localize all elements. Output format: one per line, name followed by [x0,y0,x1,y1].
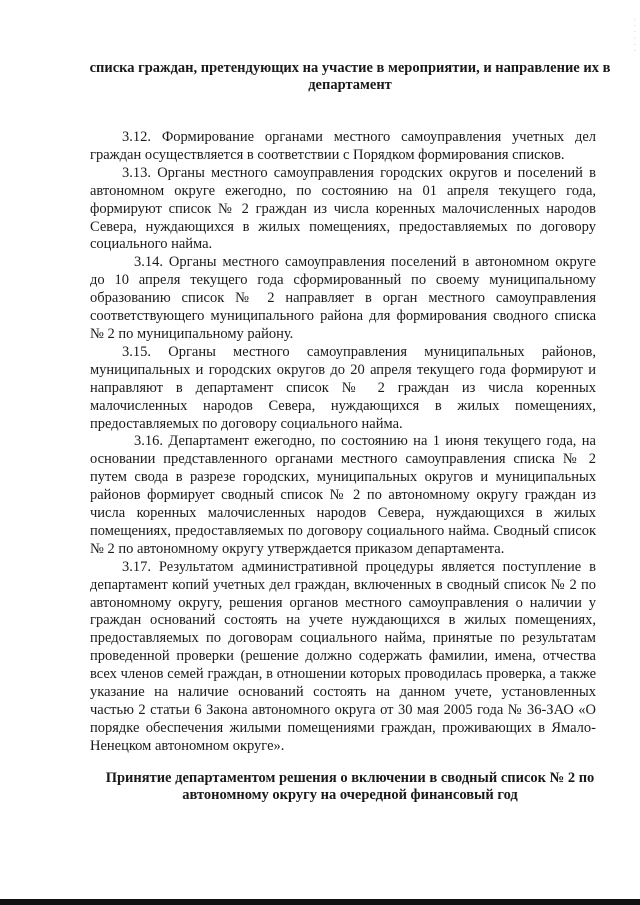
paragraph-3-16: 3.16. Департамент ежегодно, по состоянию на 1 июня текущего года, на основании представленного органами местного самоуправления списка № 2 путем свода в разрезе городских, муниципальных округов и муниципальных районов формирует сводный список № 2 по автономному округу граждан из числа коренных малочисленных народов Севера, нуждающихся в жилых помещениях, предоставляемых по договору социального найма. Сводный список № 2 по автономному округу утверждается приказом департамента. [90,433,596,557]
paragraph-3-13: 3.13. Органы местного самоуправления городских округов и поселений в автономном округе ежегодно, по состоянию на 01 апреля текущего года, формируют список № 2 граждан из числа коренных малочисленных народов Севера, нуждающихся в жилых помещениях, предоставляемых по договору социального найма. [90,164,596,253]
section-heading-top: списка граждан, претендующих на участие в мероприятии, и направление их в департамент [89,60,611,93]
paragraph-3-14: 3.14. Органы местного самоуправления поселений в автономном округе до 10 апреля текущего года сформированный по своему муниципальному образованию список № 2 направляет в орган местного самоуправления соответствующего муниципального района для формирования сводного списка № 2 по муниципальному району. [90,254,596,342]
paragraph-3-17: 3.17. Результатом административной процедуры является поступление в департамент копий учетных дел граждан, включенных в сводный список № 2 по автономному округу, решения органов местного самоуправления о наличии у граждан оснований состоять на учете нуждающихся в жилых помещениях, предоставляемых по договорам социального найма, принятые по результатам проведенной проверки (решение должно содержать фамилии, имена, отчества всех членов семей граждан, в отношении которых проводилась проверка, а также указание на наличие оснований состоять на данном учете, установленных частью 2 статьи 6 Закона автономного округа от 30 мая 2005 года № 36-ЗАО «О порядке обеспечения жилыми помещениями граждан, проживающих в Ямало-Ненецком автономном округе». [90,558,596,754]
scan-edge-mark: · · · · · · [631,18,638,53]
section-heading-bottom: Принятие департаментом решения о включении в сводный список № 2 по автономному округу на очередной финансовый год [105,770,595,803]
paragraph-3-15: 3.15. Органы местного самоуправления муниципальных районов, муниципальных и городских округов до 20 апреля текущего года формируют и направляют в департамент список № 2 граждан из числа коренных малочисленных народов Севера, нуждающихся в жилых помещениях, предоставляемых по договору социального найма. [90,343,596,432]
document-body [90,129,596,756]
paragraph-3-12: 3.12. Формирование органами местного самоуправления учетных дел граждан осуществляется в соответствии с Порядком формирования списков. [90,129,596,163]
scan-bottom-edge [0,899,640,905]
